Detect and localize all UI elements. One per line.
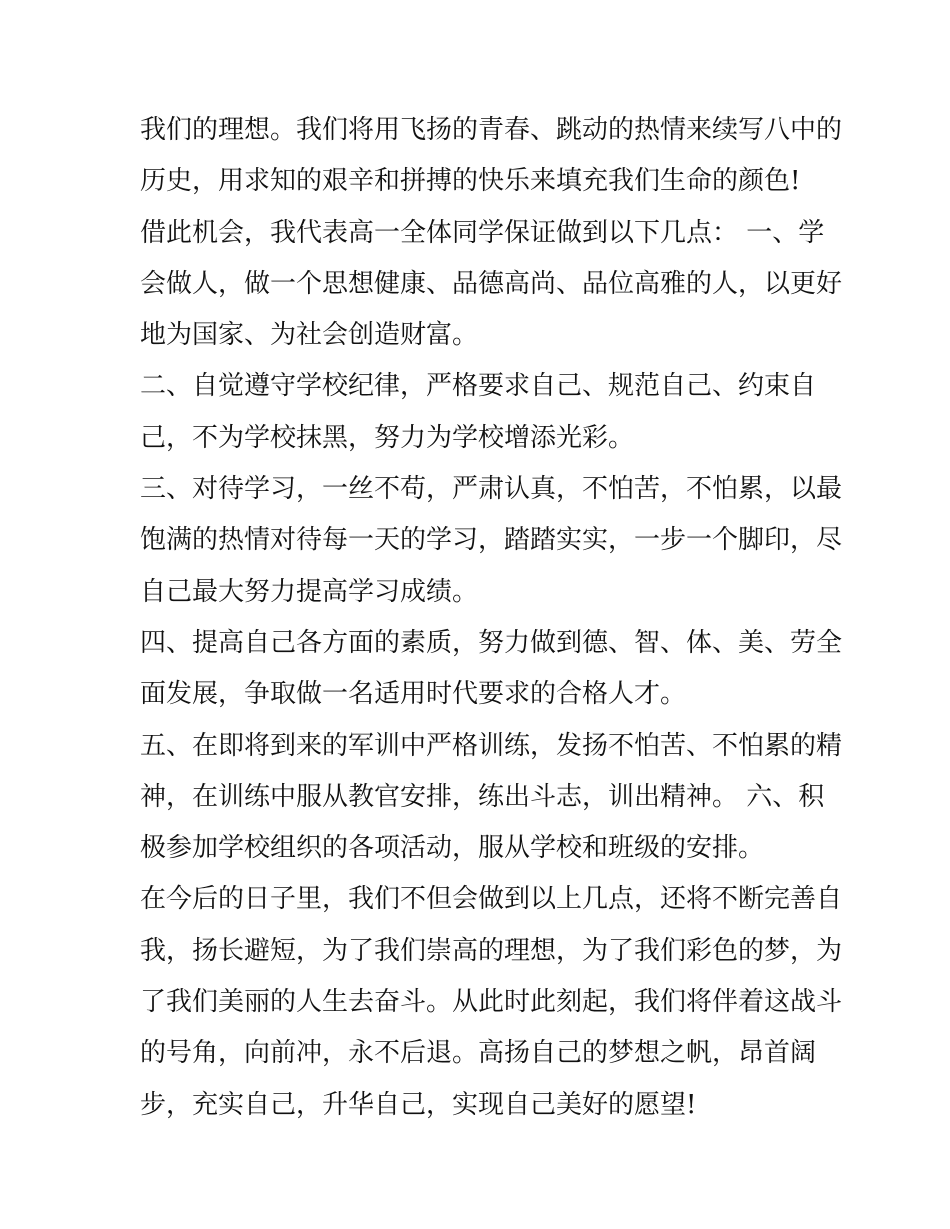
text-line: 在今后的日子里，我们不但会做到以上几点，还将不断完善自 [140,884,843,915]
text-line: 步，充实自己，升华自己，实现自己美好的愿望! [140,1089,697,1120]
text-line: 四、提高自己各方面的素质，努力做到德、智、体、美、劳全 [140,627,843,658]
text-line: 饱满的热情对待每一天的学习，踏踏实实，一步一个脚印，尽 [140,525,843,556]
text-line: 三、对待学习，一丝不苟，严肃认真，不怕苦，不怕累，以最 [140,474,843,505]
text-line: 地为国家、为社会创造财富。 [140,320,479,351]
text-line: 借此机会，我代表高一全体同学保证做到以下几点： 一、学 [140,217,825,248]
text-line: 神，在训练中服从教官安排，练出斗志，训出精神。 六、积 [140,781,825,812]
text-line: 会做人，做一个思想健康、品德高尚、品位高雅的人，以更好 [140,268,843,299]
text-line: 面发展，争取做一名适用时代要求的合格人才。 [140,679,687,710]
text-line: 自己最大努力提高学习成绩。 [140,576,479,607]
body-text [140,105,843,1131]
text-line: 极参加学校组织的各项活动，服从学校和班级的安排。 [140,833,765,864]
text-line: 己，不为学校抹黑，努力为学校增添光彩。 [140,422,635,453]
text-line: 了我们美丽的人生去奋斗。从此时此刻起，我们将伴着这战斗 [140,987,843,1018]
text-line: 我，扬长避短，为了我们崇高的理想，为了我们彩色的梦，为 [140,935,843,966]
text-line: 的号角，向前冲，永不后退。高扬自己的梦想之帆，昂首阔 [140,1038,817,1069]
text-line: 历史，用求知的艰辛和拼搏的快乐来填充我们生命的颜色! [140,166,801,197]
text-line: 我们的理想。我们将用飞扬的青春、跳动的热情来续写八中的 [140,115,843,145]
text-line: 二、自觉遵守学校纪律，严格要求自己、规范自己、约束自 [140,371,817,402]
text-line: 五、在即将到来的军训中严格训练，发扬不怕苦、不怕累的精 [140,730,843,761]
